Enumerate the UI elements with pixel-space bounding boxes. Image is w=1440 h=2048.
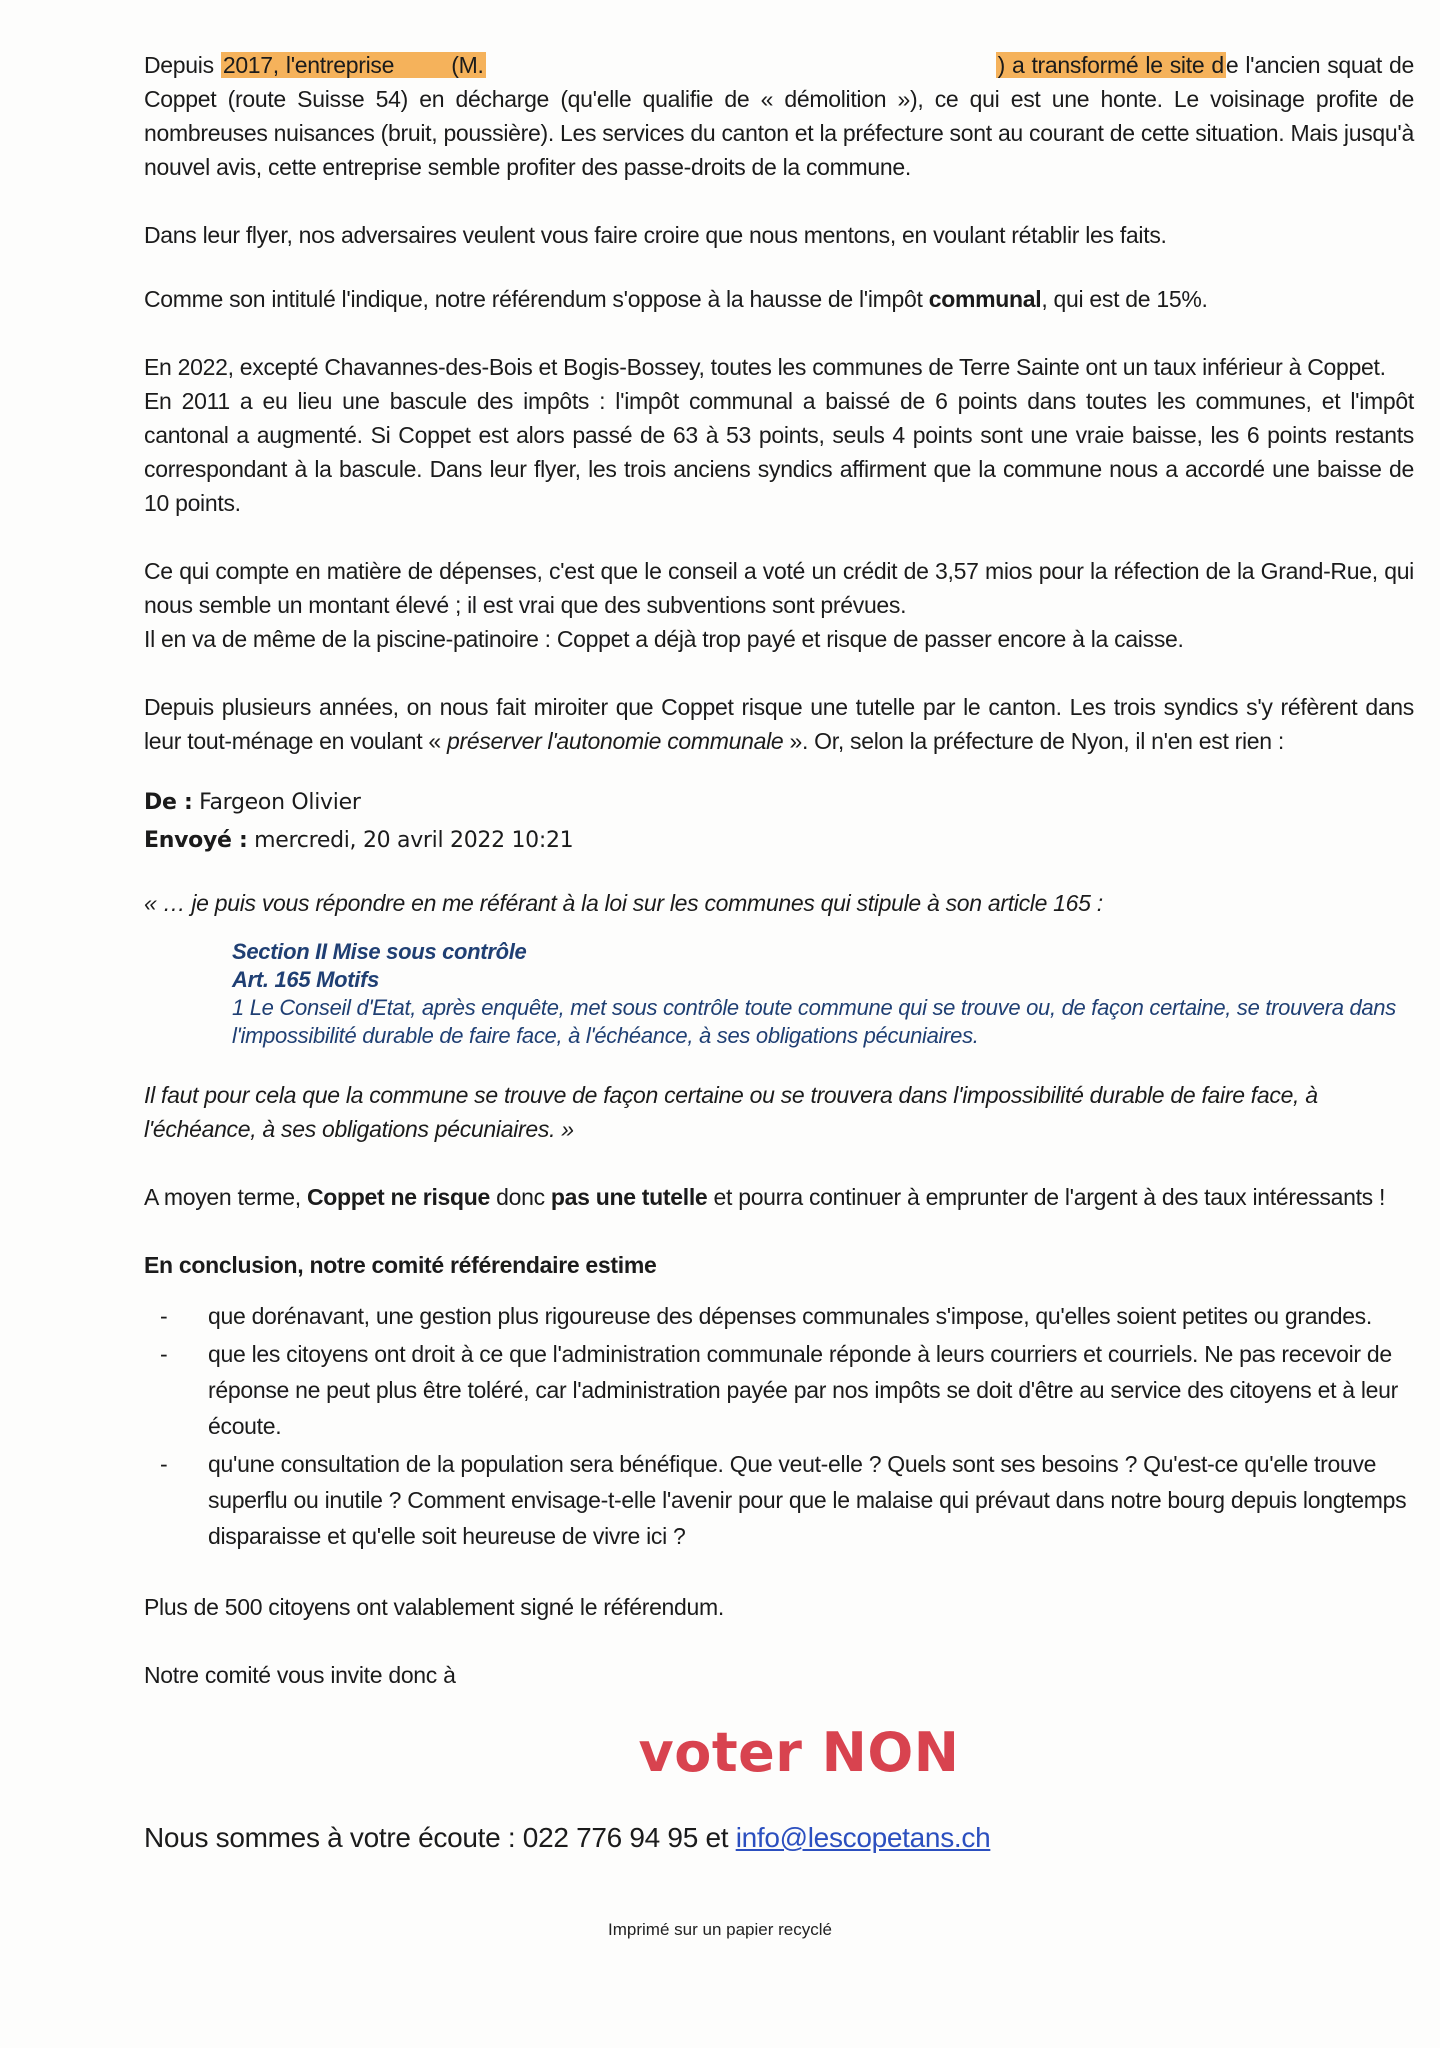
email-link[interactable]: info@lescopetans.ch xyxy=(735,1822,991,1853)
email-sent: Envoyé : mercredi, 20 avril 2022 10:21 xyxy=(144,828,574,853)
law-article: Art. 165 Motifs xyxy=(232,967,380,992)
quote-intro: « … je puis vous répondre en me référant à la loi sur les communes qui stipule à son article 165 : xyxy=(144,890,1103,916)
paragraph-bascule-2011: En 2011 a eu lieu une bascule des impôts : l'impôt communal a baissé de 6 points dans toutes les communes, et l'impôt cantonal a augmenté. Si Coppet est alors passé de 63 à 53 points, seuls 4 points sont une vraie baisse, les 6 points restants correspondant à la bascule. Dans leur flyer, les trois anciens syndics affirment que la commune nous a accordé une baisse de 10 points. xyxy=(144,388,1414,516)
highlight: 2017, l'entreprise xyxy=(222,52,395,78)
paragraph-taux-2022: En 2022, excepté Chavannes-des-Bois et Bogis-Bossey, toutes les communes de Terre Sainte ont un taux inférieur à Coppet. xyxy=(144,354,1386,380)
contact-line xyxy=(144,1818,1414,1858)
quote-conclusion: Il faut pour cela que la commune se trouve de façon certaine ou se trouvera dans l'impossibilité durable de faire face, à l'échéance, à ses obligations pécuniaires. » xyxy=(144,1082,1318,1142)
law-section: Section II Mise sous contrôle xyxy=(232,939,527,964)
email-header xyxy=(144,784,1414,860)
law-article-text: 1 Le Conseil d'Etat, après enquête, met sous contrôle toute commune qui se trouve ou, de façon certaine, se trouvera dans l'impossibilité durable de faire face, à l'échéance, à ses obligations pécuniaires. xyxy=(232,995,1396,1048)
letter-body xyxy=(144,48,1414,1858)
paragraph-intro: Depuis 2017, l'entreprise (M. ) a transformé le site de l'ancien squat de Coppet (route Suisse 54) en décharge (qu'elle qualifie de « démolition »), ce qui est une honte. Le voisinage profite de nombreuses nuisances (bruit, poussière). Les services du canton et la préfecture sont au courant de cette situation. Mais jusqu'à nouvel avis, cette entreprise semble profiter des passe-droits de la commune. xyxy=(144,52,1415,180)
email-from: De : Fargeon Olivier xyxy=(144,790,361,815)
paragraph-piscine: Il en va de même de la piscine-patinoire : Coppet a déjà trop payé et risque de passer encore à la caisse. xyxy=(144,626,1184,652)
invitation: Notre comité vous invite donc à xyxy=(144,1662,456,1688)
vote-call-to-action: voter NON xyxy=(638,1721,960,1784)
paragraph-depenses: Ce qui compte en matière de dépenses, c'est que le conseil a voté un crédit de 3,57 mios pour la réfection de la Grand-Rue, qui nous semble un montant élevé ; il est vrai que des subventions sont prévues. xyxy=(144,558,1414,618)
bullet-icon: - xyxy=(160,1303,168,1329)
list-item: - qu'une consultation de la population sera bénéfique. Que veut-elle ? Quels sont ses besoins ? Qu'est-ce qu'elle trouve superflu ou inutile ? Comment envisage-t-elle l'avenir pour que le malaise qui prévaut dans notre bourg depuis longtemps disparaisse et qu'elle soit heureuse de vivre ici ? xyxy=(144,1446,1414,1554)
list-item: - que les citoyens ont droit à ce que l'administration communale réponde à leurs courriers et courriels. Ne pas recevoir de réponse ne peut plus être toléré, car l'administration payée par nos impôts se doit d'être au service des citoyens et à leur écoute. xyxy=(144,1336,1414,1444)
footer-note: Imprimé sur un papier recyclé xyxy=(608,1920,832,1939)
bullet-icon: - xyxy=(160,1341,168,1367)
bullet-icon: - xyxy=(160,1451,168,1477)
highlight: (M. xyxy=(451,52,484,78)
paragraph-flyer: Dans leur flyer, nos adversaires veulent vous faire croire que nous mentons, en voulant rétablir les faits. xyxy=(144,222,1167,248)
list-item: - que dorénavant, une gestion plus rigoureuse des dépenses communales s'impose, qu'elles soient petites ou grandes. xyxy=(144,1298,1414,1334)
paragraph-tutelle: Depuis plusieurs années, on nous fait miroiter que Coppet risque une tutelle par le canton. Les trois syndics s'y réfèrent dans leur tout-ménage en voulant « préserver l'autonomie communale ». Or, selon la préfecture de Nyon, il n'en est rien : xyxy=(144,694,1414,754)
highlight: ) a transformé le site d xyxy=(997,52,1224,78)
paragraph-referendum: Comme son intitulé l'indique, notre référendum s'oppose à la hausse de l'impôt communal, qui est de 15%. xyxy=(144,286,1208,312)
paragraph-no-tutelle: A moyen terme, Coppet ne risque donc pas une tutelle et pourra continuer à emprunter de l'argent à des taux intéressants ! xyxy=(144,1184,1386,1210)
redacted-name xyxy=(396,52,449,78)
conclusion-list xyxy=(144,1298,1414,1554)
contact-label: Nous sommes à votre écoute : 022 776 94 95 et xyxy=(144,1822,736,1853)
signatures-note: Plus de 500 citoyens ont valablement signé le référendum. xyxy=(144,1594,724,1620)
conclusion-title: En conclusion, notre comité référendaire estime xyxy=(144,1252,657,1278)
law-excerpt xyxy=(232,938,1414,1050)
redacted-name xyxy=(486,52,996,78)
